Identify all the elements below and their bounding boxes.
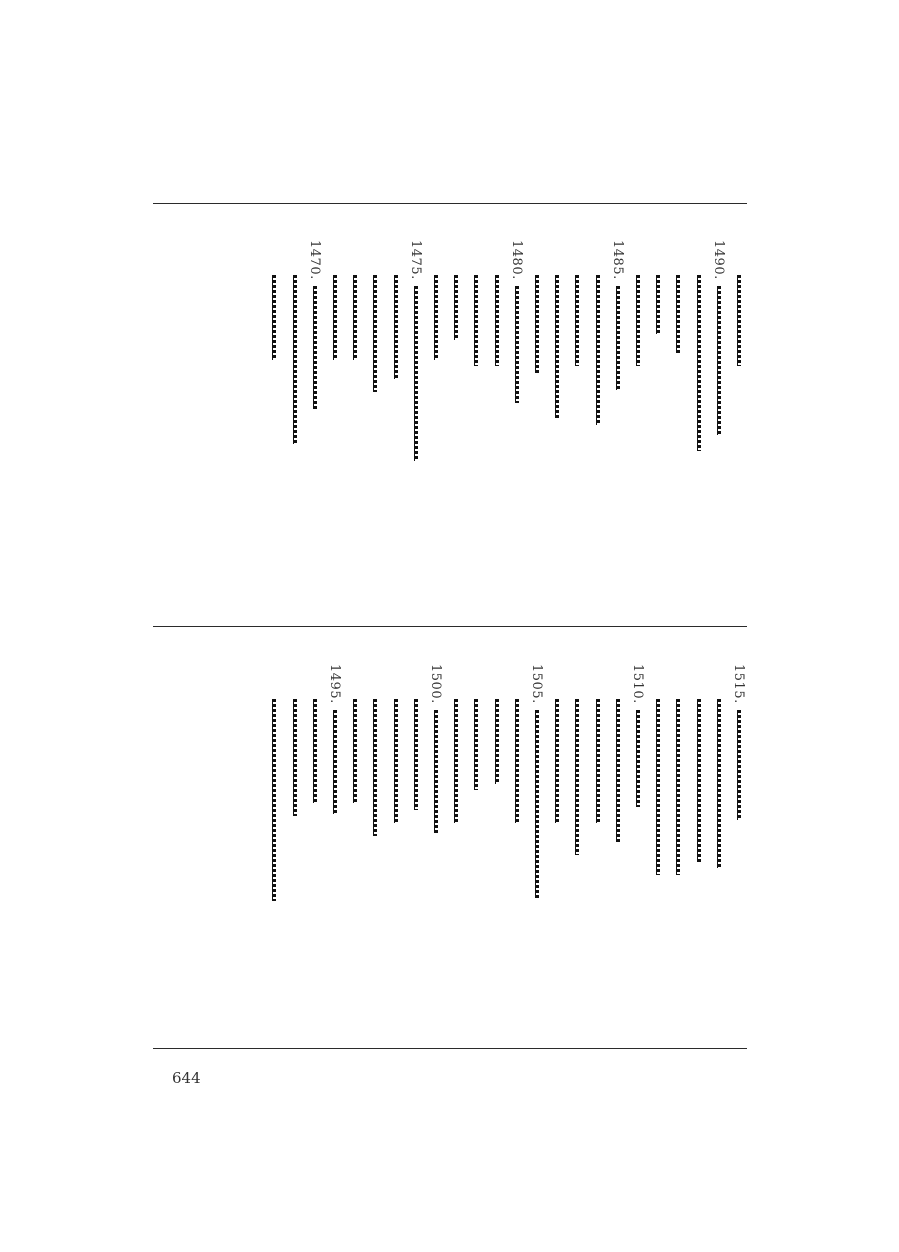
verse-line bbox=[424, 275, 446, 360]
verse-line bbox=[586, 275, 608, 425]
verse-section-lower bbox=[153, 664, 747, 1044]
verse-line bbox=[283, 699, 305, 816]
verse-text bbox=[404, 699, 426, 810]
verse-text bbox=[646, 275, 668, 334]
verse-line bbox=[666, 275, 688, 353]
verse-text bbox=[424, 710, 446, 834]
verse-text bbox=[707, 286, 729, 436]
verse-text bbox=[384, 699, 406, 823]
verse-text bbox=[444, 699, 466, 823]
verse-line bbox=[323, 275, 345, 360]
line-number: 1515. bbox=[731, 664, 746, 704]
verse-text bbox=[606, 286, 628, 390]
verse-line bbox=[384, 275, 406, 379]
verse-line bbox=[262, 275, 284, 360]
verse-text bbox=[424, 275, 446, 360]
verse-line bbox=[363, 699, 385, 836]
line-number: 1505. bbox=[529, 664, 544, 704]
verse-line bbox=[525, 275, 547, 373]
verse-text bbox=[666, 275, 688, 353]
verse-text bbox=[323, 710, 345, 814]
verse-text bbox=[666, 699, 688, 875]
verse-text bbox=[343, 275, 365, 360]
verse-text bbox=[525, 710, 547, 899]
verse-line bbox=[525, 664, 547, 898]
verse-line bbox=[303, 240, 325, 409]
line-number: 1475. bbox=[407, 240, 423, 280]
verse-line bbox=[626, 664, 648, 807]
verse-text bbox=[687, 699, 709, 862]
verse-text bbox=[565, 275, 587, 366]
verse-line bbox=[323, 664, 345, 814]
line-number: 1480. bbox=[508, 240, 524, 280]
verse-line bbox=[545, 699, 567, 823]
verse-line bbox=[545, 275, 567, 418]
verse-line bbox=[727, 275, 749, 366]
verse-line bbox=[606, 240, 628, 390]
verse-text bbox=[444, 275, 466, 340]
verse-line bbox=[303, 699, 325, 803]
verse-text bbox=[586, 275, 608, 425]
verse-text bbox=[646, 699, 668, 875]
verse-text bbox=[303, 699, 325, 803]
verse-line bbox=[687, 275, 709, 451]
line-number: 1485. bbox=[609, 240, 625, 280]
line-number: 1490. bbox=[710, 240, 726, 280]
verse-line bbox=[505, 240, 527, 403]
verse-text bbox=[545, 699, 567, 823]
verse-line bbox=[363, 275, 385, 392]
verse-text bbox=[323, 275, 345, 360]
verse-text bbox=[363, 275, 385, 392]
verse-text bbox=[707, 699, 729, 868]
verse-text bbox=[565, 699, 587, 855]
line-number: 1470. bbox=[306, 240, 322, 280]
verse-text bbox=[586, 699, 608, 823]
line-number: 1500. bbox=[428, 664, 443, 704]
verse-line bbox=[565, 699, 587, 855]
verse-text bbox=[404, 286, 426, 462]
top-rule bbox=[153, 203, 747, 204]
verse-text bbox=[505, 699, 527, 823]
verse-text bbox=[262, 275, 284, 360]
verse-line bbox=[343, 275, 365, 360]
verse-line bbox=[626, 275, 648, 366]
bottom-rule bbox=[153, 1048, 747, 1049]
verse-text bbox=[485, 275, 507, 366]
middle-rule bbox=[153, 626, 747, 627]
verse-section-upper bbox=[153, 240, 747, 620]
verse-text bbox=[727, 275, 749, 366]
verse-text bbox=[505, 286, 527, 403]
verse-line bbox=[384, 699, 406, 823]
verse-line bbox=[424, 664, 446, 833]
verse-line bbox=[707, 240, 729, 435]
verse-text bbox=[262, 699, 284, 901]
verse-line bbox=[666, 699, 688, 875]
verse-text bbox=[363, 699, 385, 836]
verse-text bbox=[727, 710, 749, 821]
verse-line bbox=[444, 275, 466, 340]
verse-line bbox=[727, 664, 749, 820]
verse-line bbox=[283, 275, 305, 444]
verse-line bbox=[444, 699, 466, 823]
verse-text bbox=[626, 710, 648, 808]
verse-line bbox=[646, 275, 668, 334]
verse-line bbox=[646, 699, 668, 875]
verse-line bbox=[343, 699, 365, 803]
verse-line bbox=[586, 699, 608, 823]
verse-line bbox=[707, 699, 729, 868]
verse-line bbox=[404, 699, 426, 810]
verse-text bbox=[283, 275, 305, 444]
verse-line bbox=[464, 699, 486, 790]
verse-text bbox=[343, 699, 365, 803]
verse-text bbox=[525, 275, 547, 373]
verse-text bbox=[303, 286, 325, 410]
verse-text bbox=[464, 699, 486, 790]
verse-line bbox=[485, 699, 507, 784]
verse-line bbox=[687, 699, 709, 862]
verse-text bbox=[545, 275, 567, 418]
verse-line bbox=[505, 699, 527, 823]
line-number: 1510. bbox=[630, 664, 645, 704]
page-number: 644 bbox=[172, 1069, 201, 1087]
verse-text bbox=[384, 275, 406, 379]
line-number: 1495. bbox=[327, 664, 342, 704]
verse-text bbox=[687, 275, 709, 451]
verse-line bbox=[404, 240, 426, 461]
verse-text bbox=[485, 699, 507, 784]
verse-text bbox=[283, 699, 305, 816]
verse-line bbox=[464, 275, 486, 366]
verse-text bbox=[464, 275, 486, 366]
verse-line bbox=[262, 699, 284, 901]
verse-text bbox=[626, 275, 648, 366]
verse-line bbox=[485, 275, 507, 366]
verse-line bbox=[565, 275, 587, 366]
verse-text bbox=[606, 699, 628, 842]
verse-line bbox=[606, 699, 628, 842]
